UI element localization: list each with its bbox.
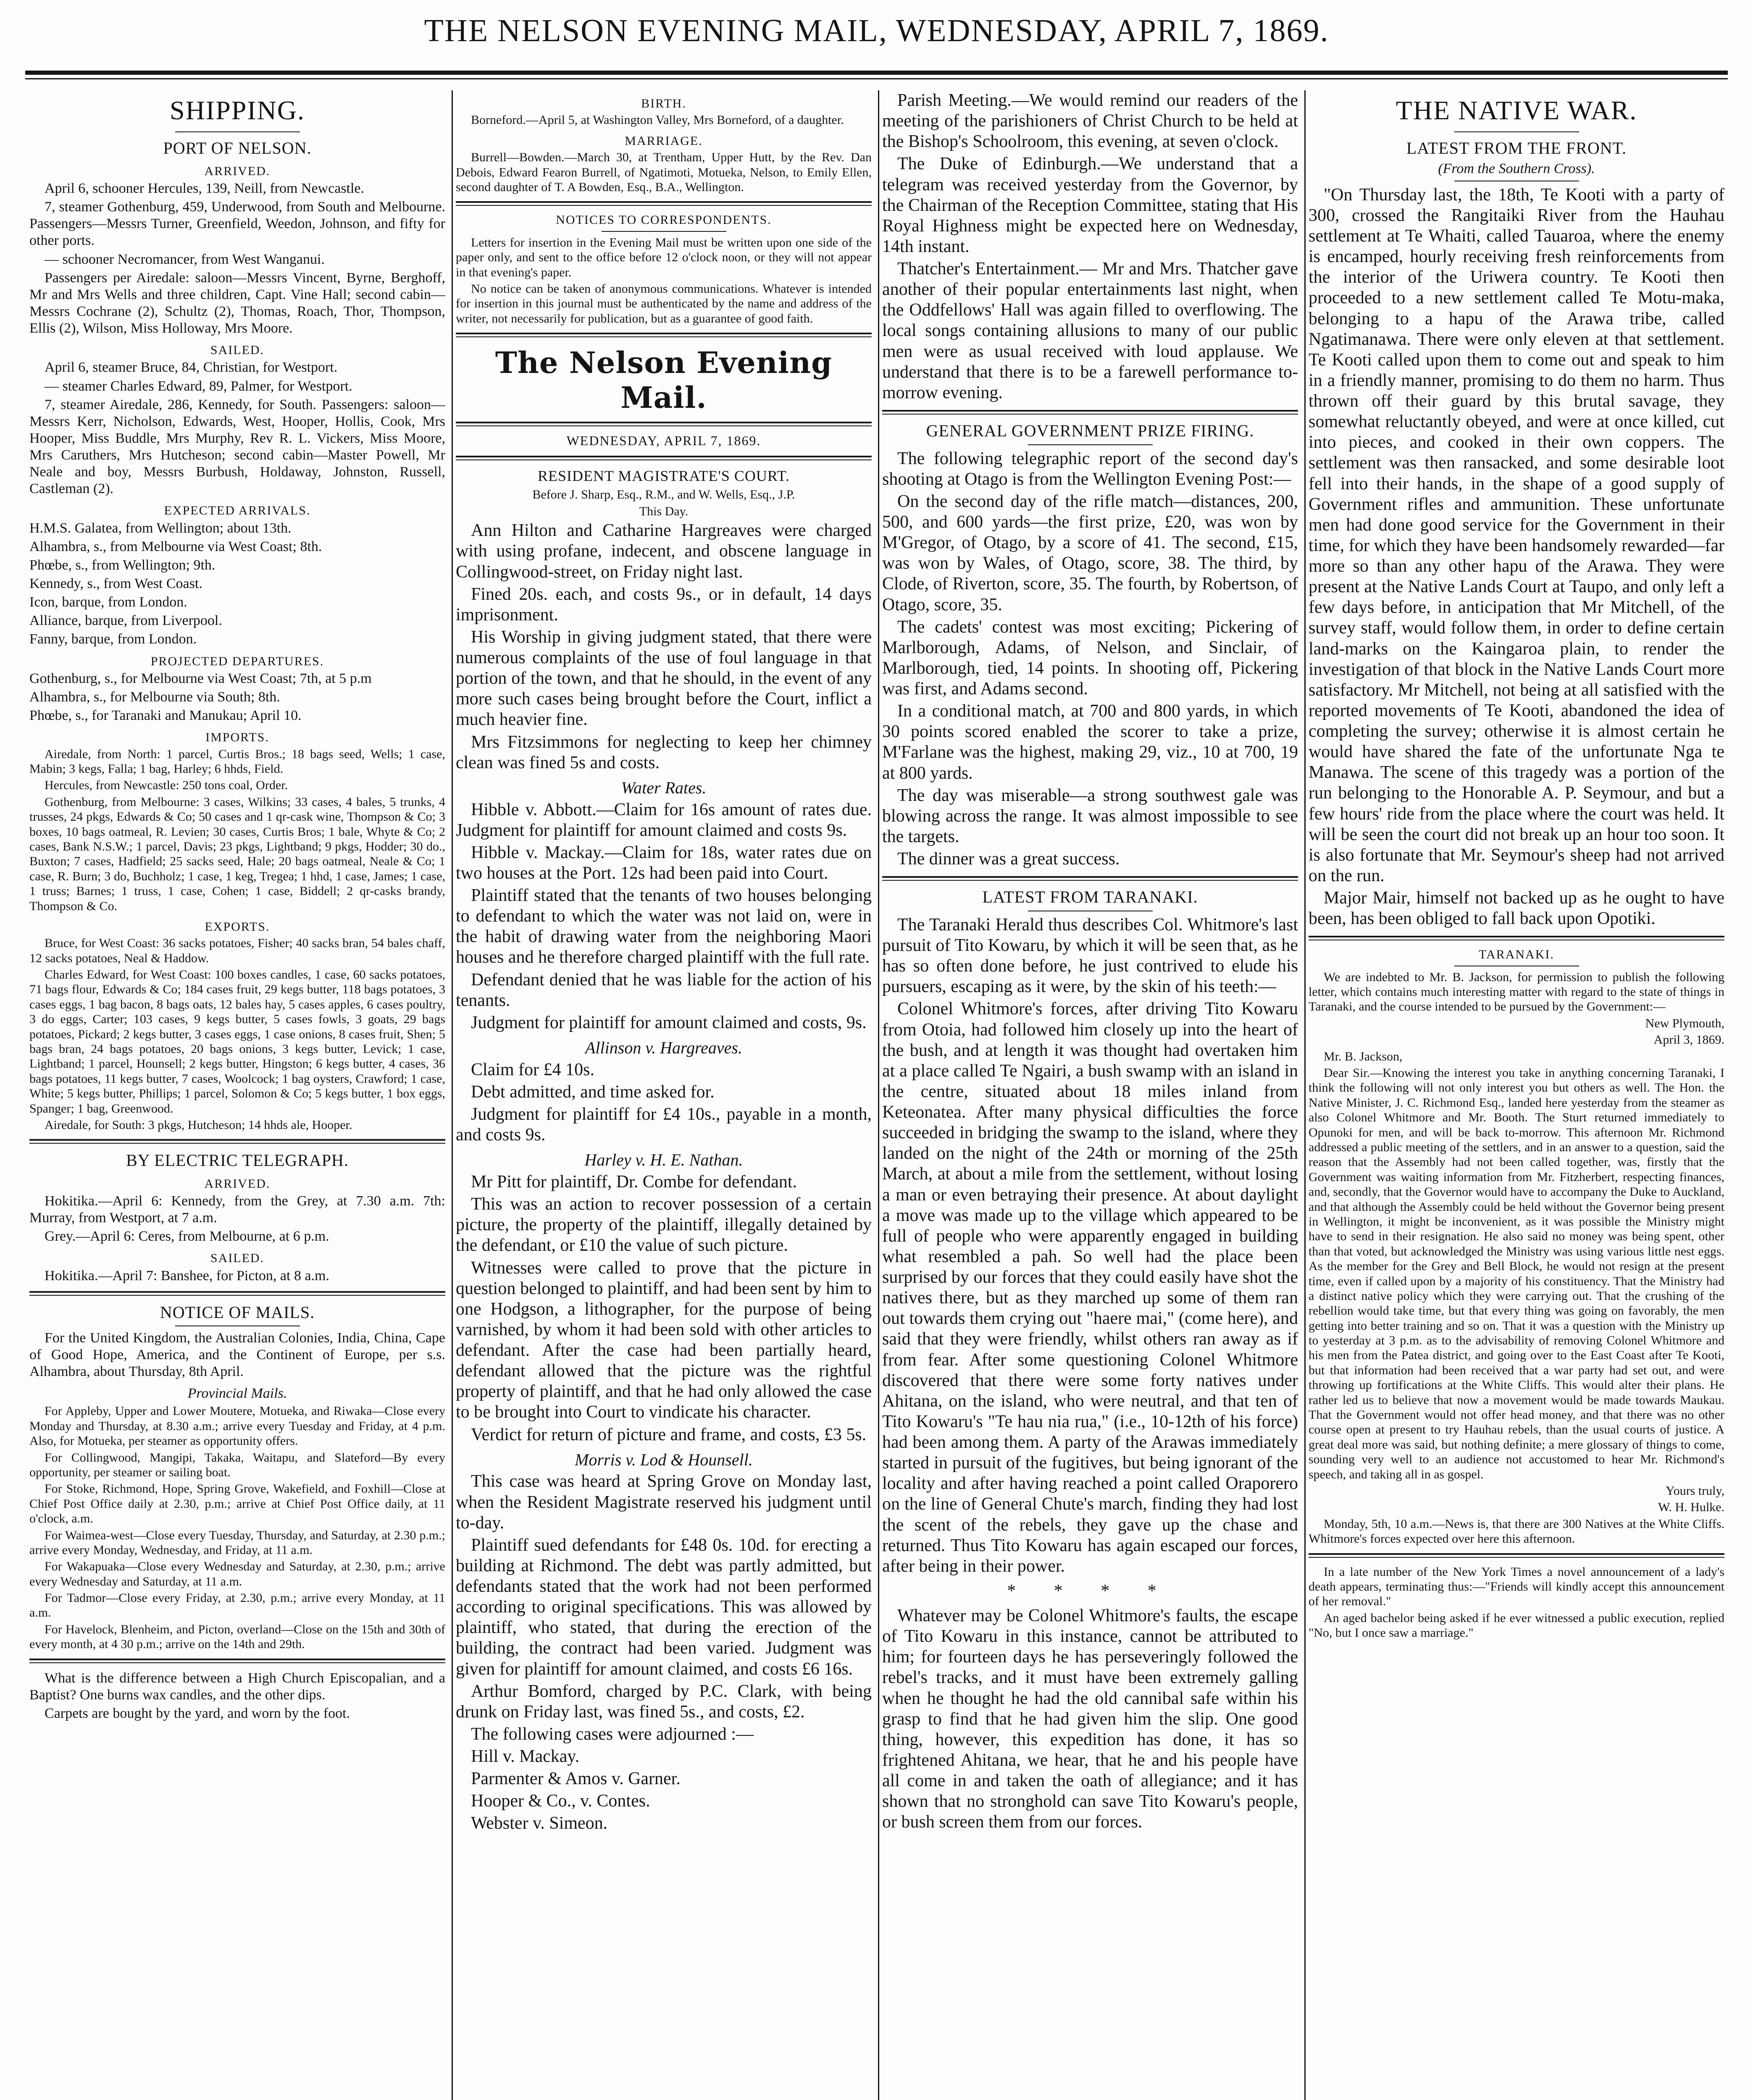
paragraph: Thatcher's Entertainment.— Mr and Mrs. Thatcher gave another of their popular entertainments last night, when the Oddfellows' Hall was again filled to overflowing. The local songs containing allusions to many of our public men were as usual received with loud applause. We understand that there is to be a farewell performance to-morrow evening.	[882, 259, 1298, 402]
paragraph: What is the difference between a High Church Episcopalian, and a Baptist? One burns wax candles, and the other dips.	[29, 1670, 445, 1703]
paragraph: Major Mair, himself not backed up as he ought to have been, has been obliged to fall back upon Opotiki.	[1309, 888, 1724, 929]
paragraph: Hibble v. Mackay.—Claim for 18s, water rates due on two houses at the Port. 12s had been paid into Court.	[456, 843, 872, 883]
subhead-harley: Harley v. H. E. Nathan.	[584, 1150, 743, 1170]
telegraph-entry: Hokitika.—April 6: Kennedy, from the Grey, at 7.30 a.m. 7th: Murray, from Westport, at 7 a.m.	[29, 1193, 445, 1226]
subhead-sailed: SAILED.	[210, 343, 265, 357]
paragraph: Plaintiff sued defendants for £48 0s. 10d. for erecting a building at Richmond. The debt was partly admitted, but defendants stated that the work had not been performed according to original specifications. This was allowed by plaintiff, who stated, that during the erection of the building, the contract had been varied. Judgment was given for plaintiff for amount claimed, and costs £6 16s.	[456, 1535, 872, 1679]
paragraph: Colonel Whitmore's forces, after driving Tito Kowaru from Otoia, had followed him closely up into the heart of the bush, and at length it was thought had overtaken him at a place called Te Ngairi, a bush swamp with an island in the centre, situated about 18 miles inland from Keteonatea. After many physical difficulties the force succeeded in bridging the swamp to the island, where they landed on the night of the 24th or morning of the 25th March, at about a mile from the settlement, without losing a man or even betraying their presence. At about daylight a move was made up to the village which appeared to be full of people who were apparently engaged in building what resembled a pah. So well had the place been surprised by our forces that they could easily have shot the natives there, but as they marched up some of them ran out towards them crying out "haere mai," (come here), and said that they were friendly, whilst others ran away as if from fear. After some questioning Colonel Whitmore discovered that there were some forty natives under Ahitana, on the island, who were neutral, and that ten of Tito Kowaru's "Te hau nia rua," (i.e., 10-12th of his force) had been among them. A party of the Arawas immediately started in pursuit of the fugitives, but being ignorant of the locality and after having reached a point called Oraporero on the line of General Chute's march, finding they had lost the scent of the rebels, they gave up the chase and returned. Thus Tito Kowaru has again escaped our forces, after being in their power.	[882, 999, 1298, 1576]
paragraph: Witnesses were called to prove that the picture in question belonged to plaintiff, and had been sent by him to one Hodgson, a lithographer, for the purpose of being varnished, by whom it had been sold with other articles to defendant. After the case had been partially heard, defendant allowed that the picture was the rightful property of plaintiff, and that he had only allowed the case to be brought into Court to vindicate his character.	[456, 1258, 872, 1422]
arrival-entry: April 6, schooner Hercules, 139, Neill, from Newcastle.	[45, 181, 364, 197]
nameplate: The Nelson Evening Mail.	[495, 345, 833, 415]
mail-entry: For Stoke, Richmond, Hope, Spring Grove, Wakefield, and Foxhill—Close at Chief Post Office daily at 2.30, p.m.; arrive at Chief Post Office daily, at 11 o'clock, a.m.	[29, 1482, 445, 1526]
paragraph: Carpets are bought by the yard, and worn by the foot.	[45, 1705, 350, 1721]
paragraph: Parmenter & Amos v. Garner.	[471, 1769, 681, 1789]
rule	[1309, 936, 1724, 940]
export-entry: Airedale, for South: 3 pkgs, Hutcheson; 14 hhds ale, Hooper.	[45, 1118, 352, 1132]
letter-addressee: Mr. B. Jackson,	[1324, 1049, 1403, 1063]
subhead-taranaki-letter: TARANAKI.	[1479, 948, 1554, 962]
paragraph: This was an action to recover possession of a certain picture, the property of the plaintiff, illegally detained by the defendant, or £10 the value of such picture.	[456, 1194, 872, 1255]
column-2	[456, 90, 872, 2100]
paragraph: The following cases were adjourned :—	[471, 1724, 754, 1744]
sailing-entry: — steamer Charles Edward, 89, Palmer, for Westport.	[45, 378, 352, 394]
letter-date: April 3, 1869.	[1653, 1033, 1724, 1047]
column-divider	[452, 90, 453, 2100]
subhead-imports: IMPORTS.	[205, 730, 269, 745]
mail-entry: For Tadmor—Close every Friday, at 2.30, p.m.; arrive every Monday, at 11 a.m.	[29, 1591, 445, 1620]
rule	[1454, 131, 1579, 132]
export-entry: Bruce, for West Coast: 36 sacks potatoes, Fisher; 40 sacks bran, 54 bales chaff, 12 sacks potatoes, Neal & Haddow.	[29, 936, 445, 965]
subhead-expected: EXPECTED ARRIVALS.	[164, 504, 311, 518]
paragraph: Mrs Fitzsimmons for neglecting to keep her chimney clean was fined 5s and costs.	[456, 732, 872, 772]
source-line: (From the Southern Cross).	[1438, 160, 1595, 176]
rule	[602, 231, 726, 232]
rule	[1309, 1553, 1724, 1558]
import-entry: Gothenburg, from Melbourne: 3 cases, Wilkins; 33 cases, 4 bales, 5 trunks, 4 trusses, 24 pkgs, Edwards & Co; 50 cases and 1 qr-cask wine, Thompson & Co; 3 boxes, 10 bags oatmeal, R. Levien; 30 cases, Curtis Bros; 1 bale, Whyte & Co; 2 cases, Bank N.S.W.; 1 parcel, Davis; 23 pkgs, Lightband; 9 pkgs, Hodder; 30 do., Buxton; 7 cases, Hadfield; 25 sacks seed, Hale; 20 bags oatmeal, Neale & Co; 1 case, R. Burn; 3 do, Buchholz; 1 case, 1 keg, Tregea; 1 hhd, 1 case, James; 1 case, 1 truss; Barnes; 1 truss, 1 case, Cohen; 1 case, Biddell; 2 qr-casks brandy, Thompson & Co.	[29, 795, 445, 913]
expected-entry: Icon, barque, from London.	[29, 594, 187, 610]
subhead-port: PORT OF NELSON.	[163, 138, 312, 158]
telegraph-entry: Grey.—April 6: Ceres, from Melbourne, at 6 p.m.	[45, 1228, 329, 1244]
subhead-tel-arrived: ARRIVED.	[204, 1176, 271, 1191]
departure-entry: Gothenburg, s., for Melbourne via West Coast; 7th, at 5 p.m	[29, 670, 372, 686]
mail-entry: For Appleby, Upper and Lower Moutere, Motueka, and Riwaka—Close every Monday and Thursday, at 8.30 a.m.; arrive every Tuesday and Friday, at 4 p.m. Also, for Motueka, per steamer as opportunity offers.	[29, 1404, 445, 1448]
departure-entry: Phœbe, s., for Taranaki and Manukau; April 10.	[29, 708, 302, 724]
export-entry: Charles Edward, for West Coast: 100 boxes candles, 1 case, 60 sacks potatoes, 71 bags flour, Edwards & Co; 184 cases fruit, 29 kegs butter, 118 bags potatoes, 3 cases eggs, 1 bag bacon, 8 bags oats, 12 bales hay, 5 cases apples, 6 cases poultry, 3 do eggs, Carter; 103 cases, 9 kegs butter, 5 cases fowls, 3 goats, 29 bags potatoes, Pickard; 2 kegs butter, 3 cases eggs, 1 case onions, 8 cases fruit, Shen; 5 bags bran, 24 bags potatoes, 20 bags onions, 3 kegs butter, Levick; 1 case, Lightband; 1 parcel, Hounsell; 2 kegs butter, Hingston; 6 kegs butter, 4 cases, 36 bags potatoes, 11 kegs butter, 7 cases, Woolcock; 1 bag oysters, Crawford; 1 case, White; 5 kegs butter, Phillips; 1 parcel, Solomon & Co; 5 kegs butter, 1 box eggs, Spanger; 1 bag, Greenwood.	[29, 968, 445, 1116]
paragraph: His Worship in giving judgment stated, that there were numerous complaints of the use of foul language in that portion of the town, and that he should, in the event of any more such cases being brought before the Court, inflict a much heavier fine.	[456, 627, 872, 730]
import-entry: Hercules, from Newcastle: 250 tons coal, Order.	[45, 778, 288, 793]
arrival-entry: — schooner Necromancer, from West Wanganui.	[45, 251, 325, 267]
subhead-taranaki: LATEST FROM TARANAKI.	[982, 887, 1198, 907]
subhead-morris: Morris v. Lod & Hounsell.	[575, 1450, 753, 1469]
subhead-allinson: Allinson v. Hargreaves.	[585, 1038, 742, 1057]
subhead-arrived: ARRIVED.	[204, 164, 271, 178]
subhead-provincial: Provincial Mails.	[187, 1386, 287, 1402]
paragraph: In a late number of the New York Times a novel announcement of a lady's death appears, terminating thus:—"Friends will kindly accept this announcement of her removal."	[1309, 1564, 1724, 1609]
paragraph: Verdict for return of picture and frame, and costs, £3 5s.	[471, 1425, 867, 1444]
expected-entry: Alhambra, s., from Melbourne via West Coast; 8th.	[29, 538, 322, 554]
paragraph: Defendant denied that he was liable for the action of his tenants.	[456, 970, 872, 1010]
paragraph: Fined 20s. each, and costs 9s., or in default, 14 days imprisonment.	[456, 584, 872, 625]
rule	[456, 201, 872, 206]
expected-entry: H.M.S. Galatea, from Wellington; about 13th.	[29, 520, 292, 536]
telegraph-entry: Hokitika.—April 7: Banshee, for Picton, at 8 a.m.	[45, 1268, 329, 1284]
masthead-rule-thin	[25, 78, 1728, 79]
departure-entry: Alhambra, s., for Melbourne via South; 8th.	[29, 689, 280, 705]
separator-stars: * * * *	[1007, 1581, 1173, 1601]
paragraph: Dear Sir.—Knowing the interest you take in anything concerning Taranaki, I think the following will not only interest you but others as well. The Hon. the Native Minister, J. C. Richmond Esq., landed here yesterday from the steamer as also Colonel Whitmore and Mr. Booth. The Sturt returned immediately to Opunoki for men, and will be back to-morrow. This afternoon Mr. Richmond addressed a public meeting of the settlers, and in an answer to a question, said the reason that the Assembly had not been called together, was, firstly that the Government was waiting information from Mr. Fitzherbert, respecting finances, and, secondly, that the Governor would have to accompany the Duke to Auckland, and that although the Assembly could be held without the Governor being present in Wellington, it might be inconvenient, as it was possible the Ministry might have to send in their resignation. He also said no money was being spent, other than that voted, but acknowledged the Ministry was using various little nest eggs. As the member for the Grey and Bell Block, he would not resign at the present time, even if called upon by a majority of his constituency. That the Ministry had a distinct native policy which they were carrying out. That the crushing of the rebellion would take time, but that every thing was going on favorably, the men getting into better training and so on. That it was a question with the Ministry up to yesterday at 3 p.m. as to the advisability of removing Colonel Whitmore and his men from the Patea district, and going over to the East Coast after Te Kooti, but that information had been received that a war party had set out, and were throwing up fortifications at the White Cliffs. This would alter their plans. He rather led us to believe that now a movement would be made towards Maukau. That the Government would not offer head money, and that there was no other course open at present to try Hauhau rebels, than the usual courts of justice. A great deal more was said, but nothing definite; a mere glossary of things to come, sounding very well to an audience not accustomed to hear Mr. Richmond's speech, and taking all in as gospel.	[1309, 1066, 1724, 1481]
mail-entry: For the United Kingdom, the Australian Colonies, India, China, Cape of Good Hope, America, and the Continent of Europe, per s.s. Alhambra, about Thursday, 8th April.	[29, 1330, 445, 1380]
sailing-entry: April 6, steamer Bruce, 84, Christian, for Westport.	[45, 360, 338, 375]
rule	[882, 410, 1298, 415]
paragraph: An aged bachelor being asked if he ever witnessed a public execution, replied "No, but I once saw a marriage."	[1309, 1611, 1724, 1640]
paragraph: Debt admitted, and time asked for.	[471, 1082, 715, 1102]
paragraph: We are indebted to Mr. B. Jackson, for permission to publish the following letter, which contains much interesting matter with regard to the state of things in Taranaki, and the course intended to be pursued by the Government:—	[1309, 970, 1724, 1014]
column-divider	[878, 90, 879, 2100]
rule	[175, 131, 300, 132]
subhead-prize-firing: GENERAL GOVERNMENT PRIZE FIRING.	[926, 421, 1254, 440]
paragraph: Judgment for plaintiff for £4 10s., payable in a month, and costs 9s.	[456, 1104, 872, 1145]
arrival-entry: Passengers per Airedale: saloon—Messrs Vincent, Byrne, Berghoff, Mr and Mrs Wells and three children, Capt. Vine Hall; second cabin—Messrs Cochrane (2), Schultz (2), Thomas, Roach, Thor, Thompson, Ellis (2), Wilson, Miss Holloway, Mrs Moore.	[29, 270, 445, 336]
rule	[1028, 444, 1153, 445]
paragraph: Hill v. Mackay.	[471, 1747, 580, 1767]
section-title-native-war: THE NATIVE WAR.	[1396, 95, 1637, 125]
masthead-rule	[25, 71, 1728, 75]
paragraph: The Taranaki Herald thus describes Col. Whitmore's last pursuit of Tito Kowaru, by which it will be seen that, as he has so often done before, he just contrived to elude his pursuers, escaping as it were, by the skin of his teeth:—	[882, 915, 1298, 997]
expected-entry: Alliance, barque, from Liverpool.	[29, 613, 222, 629]
subhead-exports: EXPORTS.	[205, 919, 270, 934]
expected-entry: Fanny, barque, from London.	[29, 631, 197, 647]
rule	[456, 333, 872, 337]
paragraph: Hooper & Co., v. Contes.	[471, 1791, 650, 1811]
paragraph: Whatever may be Colonel Whitmore's faults, the escape of Tito Kowaru in this instance, cannot be attributed to him; for fourteen days he has perseveringly followed the rebel's tracks, and it must have been extremely galling when he thought he had the old cannibal safe within his grasp to find that he had given him the slip. One good thing, however, this expedition has done, it has so frightened Ahitana, we hear, that he and his people have all come in and taken the oath of allegiance; and it has shown that no stronghold can save Tito Kowaru's people, or bush screen them from our forces.	[882, 1606, 1298, 1832]
subhead-notices: NOTICES TO CORRESPONDENTS.	[556, 213, 772, 227]
rule	[456, 422, 872, 426]
rule	[29, 1659, 445, 1663]
paragraph: Before J. Sharp, Esq., R.M., and W. Wells, Esq., J.P.	[532, 488, 795, 502]
mail-entry: For Wakapuaka—Close every Wednesday and Saturday, at 2.30, p.m.; arrive every Wednesday and Saturday, at 11 a.m.	[29, 1559, 445, 1588]
paragraph: No notice can be taken of anonymous communications. Whatever is intended for insertion in this journal must be authenticated by the name and address of the writer, not necessarily for publication, but as a guarantee of good faith.	[456, 281, 872, 326]
paragraph: Parish Meeting.—We would remind our readers of the meeting of the parishioners of Christ Church to be held at the Bishop's Schoolroom, this evening, at seven o'clock.	[882, 91, 1298, 152]
column-4	[1309, 90, 1724, 2100]
subhead-telegraph: BY ELECTRIC TELEGRAPH.	[126, 1151, 349, 1170]
masthead: THE NELSON EVENING MAIL, WEDNESDAY, APRIL 7, 1869.	[424, 13, 1329, 48]
paragraph: Hibble v. Abbott.—Claim for 16s amount of rates due. Judgment for plaintiff for amount claimed and costs 9s.	[456, 800, 872, 840]
mail-entry: For Waimea-west—Close every Tuesday, Thursday, and Saturday, at 2.30 p.m.; arrive every Monday, Wednesday, and Friday, at 11 a.m.	[29, 1528, 445, 1557]
paragraph: The cadets' contest was most exciting; Pickering of Marlborough, Adams, of Nelson, and Sinclair, of Marlborough, tied, 14 points. In shooting off, Pickering was first, and Adams second.	[882, 617, 1298, 699]
column-1	[29, 90, 445, 2100]
column-divider	[1304, 90, 1306, 2100]
subhead-birth: BIRTH.	[641, 97, 686, 110]
sailing-entry: 7, steamer Airedale, 286, Kennedy, for South. Passengers: saloon—Messrs Kerr, Nicholson, Edwards, West, Hooper, Hollis, Cook, Mrs Hooper, Miss Buddle, Mrs Murphy, Rev R. L. Vickers, Miss Moore, Mrs Caruthers, Mrs Hutcheson; second cabin—Master Powell, Mr Neale and boy, Messrs Burbush, Holdaway, Johnston, Russell, Castleman (2).	[29, 396, 445, 497]
subhead-mails: NOTICE OF MAILS.	[160, 1302, 315, 1322]
paragraph: Borneford.—April 5, at Washington Valley, Mrs Borneford, of a daughter.	[471, 113, 844, 127]
expected-entry: Kennedy, s., from West Coast.	[29, 576, 202, 592]
paragraph: On the second day of the rifle match—distances, 200, 500, and 600 yards—the first prize, £20, was won by M'Gregor, of Otago, by a score of 41. The second, £15, was won by Wales, of Otago, score, 38. The third, by Clode, of Riverton, score, 35. The fourth, by Robertson, of Otago, score, 35.	[882, 491, 1298, 614]
subhead-marriage: MARRIAGE.	[625, 134, 703, 148]
paragraph: Mr Pitt for plaintiff, Dr. Combe for defendant.	[471, 1172, 797, 1192]
letter-signature: W. H. Hulke.	[1658, 1500, 1724, 1515]
mail-entry: For Havelock, Blenheim, and Picton, overland—Close on the 15th and 30th of every month, at 4 30 p.m.; arrive on the 14th and 29th.	[29, 1622, 445, 1651]
paragraph: Ann Hilton and Catharine Hargreaves were charged with using profane, indecent, and obscene language in Collingwood-street, on Friday night last.	[456, 521, 872, 582]
expected-entry: Phœbe, s., from Wellington; 9th.	[29, 557, 216, 573]
arrival-entry: 7, steamer Gothenburg, 459, Underwood, from South and Melbourne. Passengers—Messrs Turner, Greenfield, Weedon, Johnson, and fifty for other ports.	[29, 199, 445, 249]
paragraph: In a conditional match, at 700 and 800 yards, in which 30 points scored enabled the scorer to take a prize, M'Farlane was the highest, making 29, viz., 10 at 700, 19 at 800 yards.	[882, 701, 1298, 783]
paragraph: The Duke of Edinburgh.—We understand that a telegram was received yesterday from the Governor, by the Chairman of the Reception Committee, stating that His Royal Highness might be expected here on Wednesday, 14th instant.	[882, 154, 1298, 256]
subhead-projected: PROJECTED DEPARTURES.	[150, 654, 324, 668]
rule	[29, 1291, 445, 1296]
subhead-front: LATEST FROM THE FRONT.	[1406, 138, 1627, 158]
letter-place: New Plymouth,	[1645, 1016, 1724, 1030]
rule	[882, 876, 1298, 881]
paragraph: This case was heard at Spring Grove on Monday last, when the Resident Magistrate reserved his judgment until to-day.	[456, 1472, 872, 1533]
letter-close: Yours truly,	[1665, 1483, 1724, 1498]
subhead-water: Water Rates.	[621, 778, 707, 797]
section-title-shipping: SHIPPING.	[169, 95, 305, 125]
subhead-tel-sailed: SAILED.	[210, 1251, 265, 1265]
paragraph: "On Thursday last, the 18th, Te Kooti with a party of 300, crossed the Rangitaiki River from the Hauhau settlement at Te Whaiti, called Tauaroa, where the enemy is encamped, hourly receiving fresh reinforcements from the interior of the Uriwera country. Te Kooti then proceeded to a new settlement called Te Motu-maka, belonging to a hapu of the Arawa tribe, called Ngatimanawa. There were only eleven at that settlement. Te Kooti called upon them to come out and speak to him in a friendly manner, promising to do them no harm. Thus thrown off their guard by this brutal savage, they somewhat reluctantly obeyed, and were at once killed, cut into pieces, and cooked in their own coppers. The settlement was then ransacked, and some desirable loot fell into their hands, in the shape of a good supply of Government rifles and ammunition. These unfortunate men had done good service for the Government in their time, for which they have been handsomely rewarded—far more so than any other hapu of the Arawa. They were present at the Native Lands Court at Taupo, and only left a few days before, in anticipation that Mr Mitchell, of the survey staff, would follow them, in order to define certain land-marks on the Kaingaroa plain, to render the investigation of that block in the Native Lands Court more satisfactory. Mr Mitchell, not being at all satisfied with the reported movements of Te Kooti, abandoned the idea of completing the survey; otherwise it is almost certain he would have shared the fate of the unfortunate Nga te Manawa. The scene of this tragedy was a portion of the run belonging to the Honorable A. P. Seymour, and but a few hours' ride from the place where the court was held. It will be seen the court did not break up an hour too soon. It is also fortunate that Mr. Seymour's sheep had not arrived on the run.	[1309, 185, 1724, 885]
paragraph: Claim for £4 10s.	[471, 1060, 594, 1079]
import-entry: Airedale, from North: 1 parcel, Curtis Bros.; 18 bags seed, Wells; 1 case, Mabin; 3 kegs, Falla; 1 bag, Harley; 6 hhds, Field.	[29, 747, 445, 776]
column-3	[882, 90, 1298, 2100]
paragraph: Webster v. Simeon.	[471, 1814, 608, 1833]
rule	[456, 456, 872, 460]
paragraph: Arthur Bomford, charged by P.C. Clark, with being drunk on Friday last, was fined 5s., and costs, £2.	[456, 1681, 872, 1722]
subhead-court: RESIDENT MAGISTRATE'S COURT.	[537, 467, 790, 485]
paragraph: Plaintiff stated that the tenants of two houses belonging to defendant to which the water was not laid on, were in the habit of drawing water from the neighboring Maori houses and he therefore charged plaintiff with the full rate.	[456, 886, 872, 967]
paragraph: The dinner was a great success.	[897, 849, 1120, 869]
paragraph: The following telegraphic report of the second day's shooting at Otago is from the Wellington Evening Post:—	[882, 449, 1298, 489]
paragraph: Judgment for plaintiff for amount claimed and costs, 9s.	[471, 1013, 867, 1032]
paragraph: This Day.	[639, 504, 689, 518]
paragraph: Burrell—Bowden.—March 30, at Trentham, Upper Hutt, by the Rev. Dan Debois, Edward Fearon Burrell, of Ngatimoti, Motueka, Nelson, to Emily Ellen, second daughter of T. A Bowden, Esq., B.A., Wellington.	[456, 150, 872, 194]
mail-entry: For Collingwood, Mangipi, Takaka, Waitapu, and Slateford—By every opportunity, per steamer or sailing boat.	[29, 1450, 445, 1479]
rule	[29, 1139, 445, 1144]
dateline: WEDNESDAY, APRIL 7, 1869.	[566, 433, 761, 449]
paragraph: Letters for insertion in the Evening Mail must be written upon one side of the paper only, and sent to the office before 12 o'clock noon, or they will not appear in that evening's paper.	[456, 235, 872, 279]
paragraph: Monday, 5th, 10 a.m.—News is, that there are 300 Natives at the White Cliffs. Whitmore's forces expected over here this afternoon.	[1309, 1517, 1724, 1546]
paragraph: The day was miserable—a strong southwest gale was blowing across the range. It was almost impossible to see the targets.	[882, 785, 1298, 846]
